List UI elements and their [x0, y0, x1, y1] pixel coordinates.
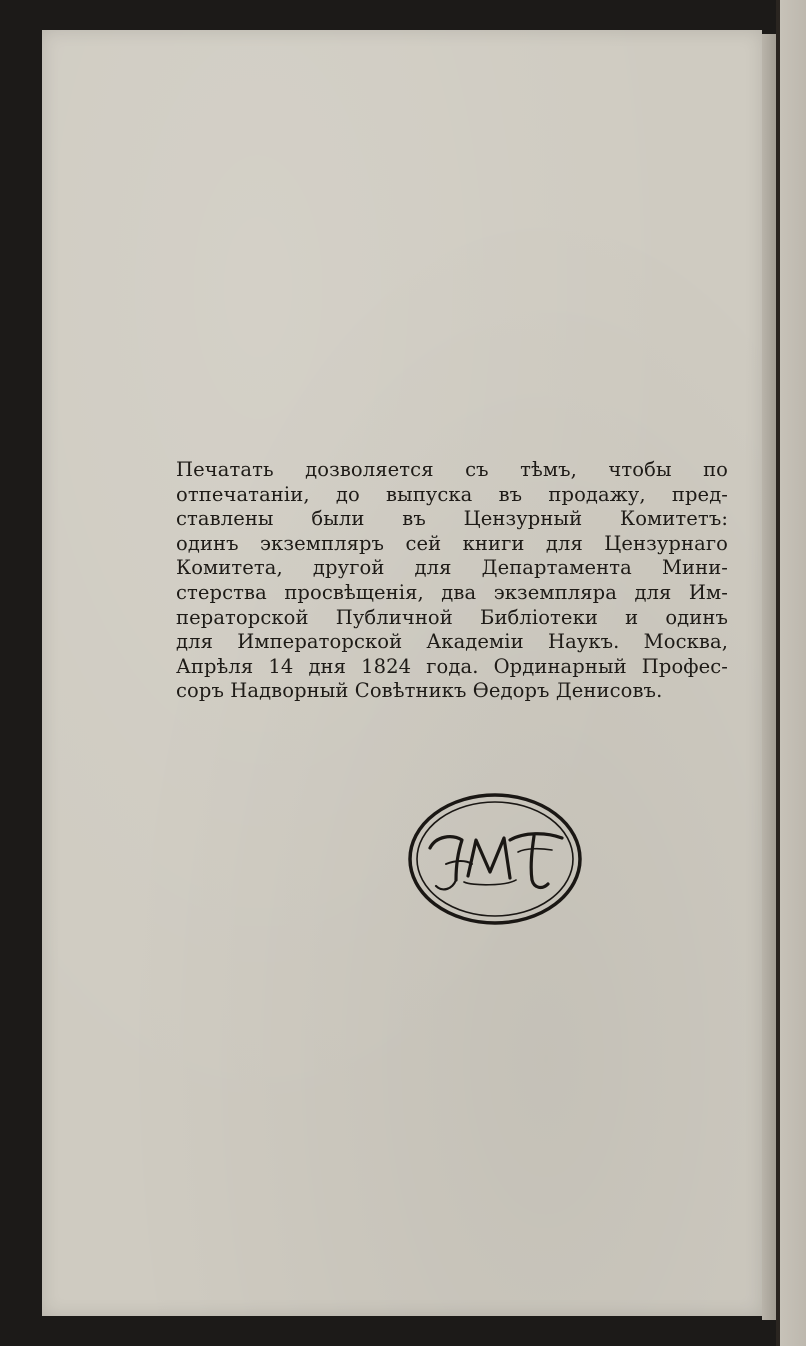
censor-line-8: для Императорской Академіи Наукъ. Москва,: [176, 630, 728, 654]
censor-line-6: стерства просвѣщенія, два экземпляра для Им-: [176, 580, 728, 604]
censor-line-7: ператорской Публичной Библіотеки и одинъ: [176, 605, 728, 629]
censorship-approval-text: [176, 458, 728, 704]
page-edge: [762, 34, 776, 1320]
censor-line-2: отпечатаніи, до выпуска въ продажу, пред-: [176, 482, 728, 506]
stamp-monogram: [430, 834, 562, 890]
library-stamp-icon: [406, 790, 584, 928]
cover-shadow: [768, 0, 776, 34]
censor-line-1: Печатать дозволяется съ тѣмъ, чтобы по: [176, 458, 728, 481]
censor-line-5: Комитета, другой для Департамента Мини-: [176, 556, 728, 580]
censor-line-4: одинъ экземпляръ сей книги для Цензурнаго: [176, 531, 728, 555]
censor-line-10: соръ Надворный Совѣтникъ Ѳедоръ Денисовъ.: [176, 679, 663, 703]
censor-line-9: Апрѣля 14 дня 1824 года. Ординарный Профес-: [176, 654, 728, 678]
back-cover: [780, 0, 806, 1346]
censor-line-3: ставлены были въ Цензурный Комитетъ:: [176, 507, 728, 531]
